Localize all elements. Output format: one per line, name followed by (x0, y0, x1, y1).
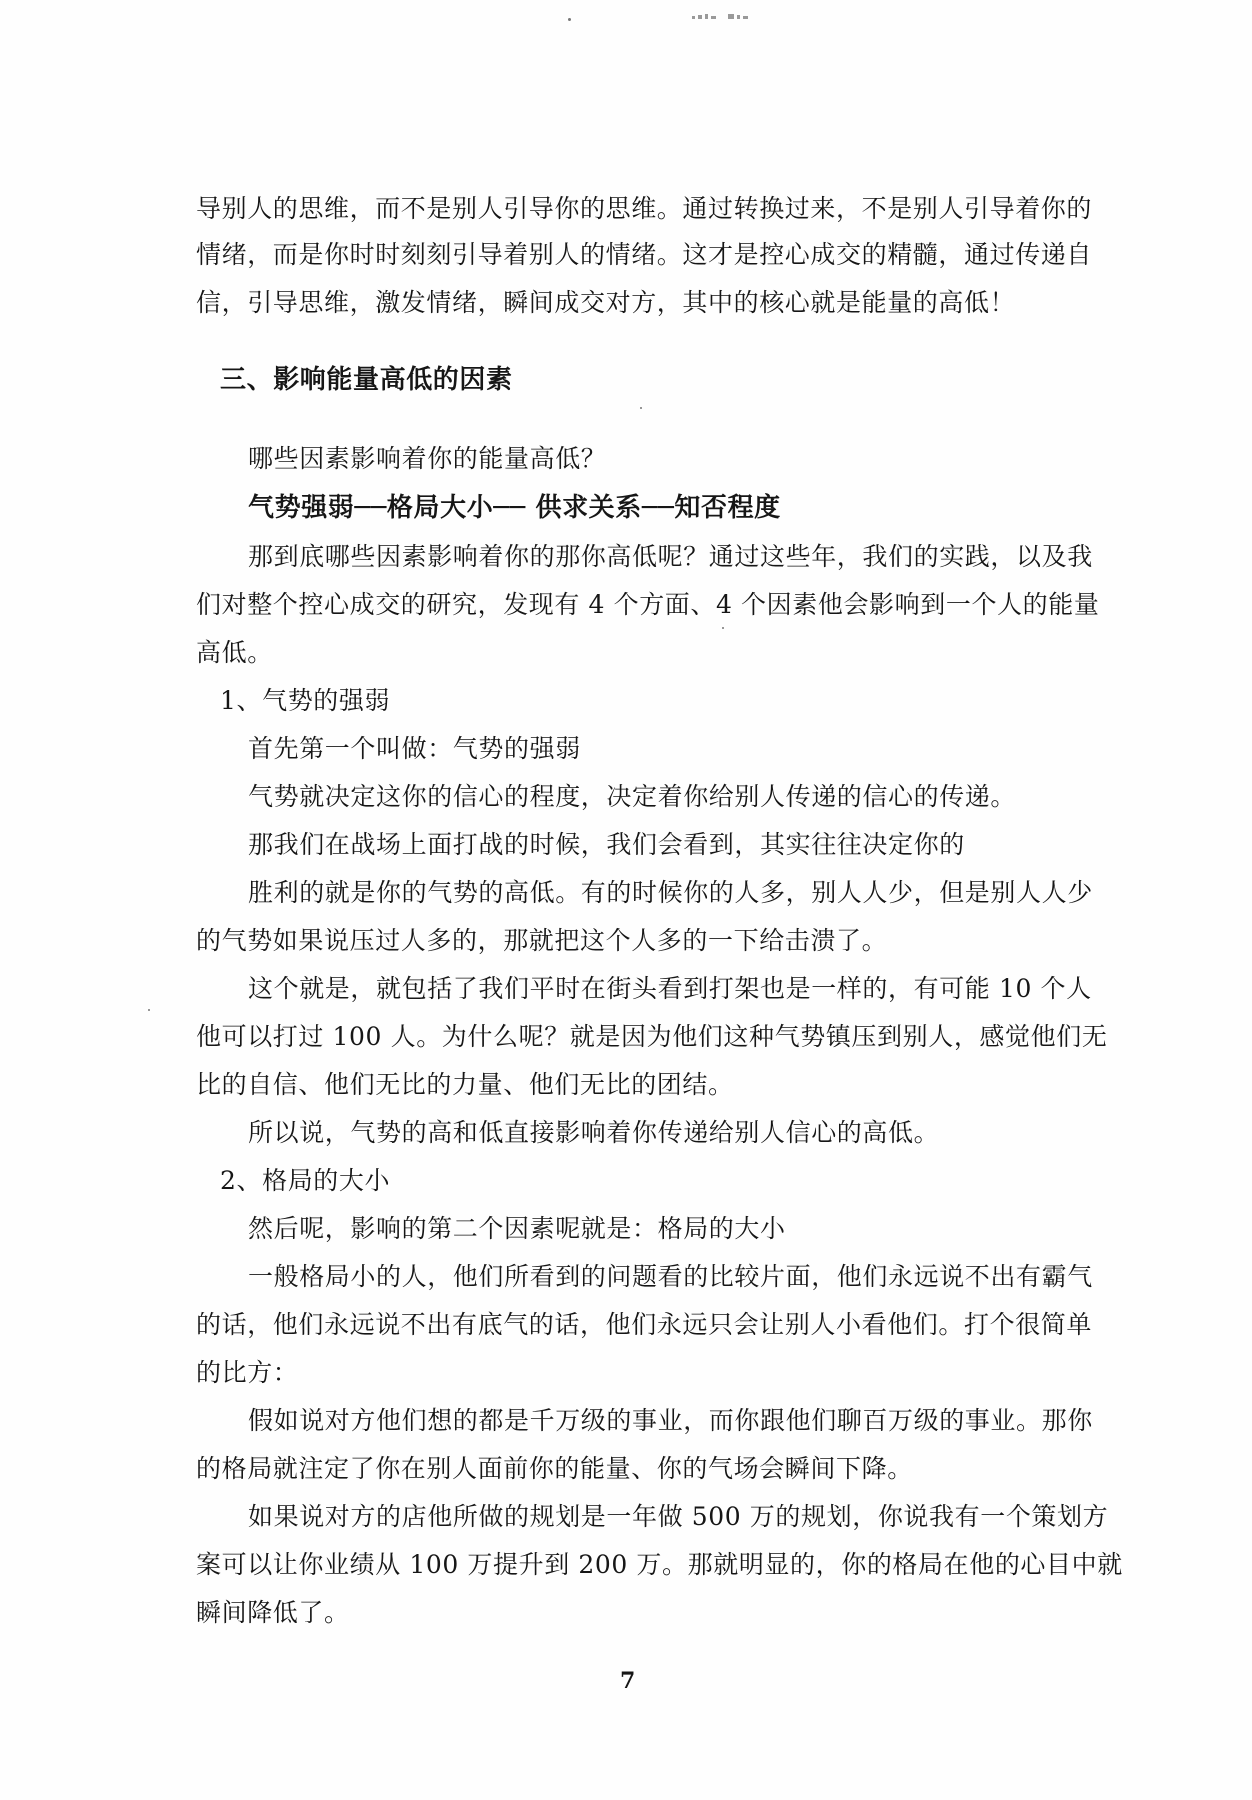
body-text-line: 然后呢，影响的第二个因素呢就是：格局的大小 (248, 1214, 786, 1243)
body-text-line: 的气势如果说压过人多的，那就把这个人多的一下给击溃了。 (196, 926, 888, 955)
body-text-line: 所以说，气势的高和低直接影响着你传递给别人信心的高低。 (248, 1118, 940, 1147)
body-text-line: 如果说对方的店他所做的规划是一年做 500 万的规划，你说我有一个策划方 (248, 1502, 1109, 1531)
body-text-line: 那我们在战场上面打战的时候，我们会看到，其实往往决定你的 (248, 830, 965, 859)
page-number: 7 (620, 1668, 636, 1694)
scan-speck (722, 627, 724, 629)
body-text-line: 那到底哪些因素影响着你的那你高低呢？通过这些年，我们的实践，以及我 (248, 542, 1093, 571)
scan-speck (568, 18, 571, 21)
body-text-line: 首先第一个叫做：气势的强弱 (248, 734, 581, 763)
body-text-line: 气势就决定这你的信心的程度，决定着你给别人传递的信心的传递。 (248, 782, 1017, 811)
factors-line: 气势强弱──格局大小── 供求关系──知否程度 (248, 493, 781, 523)
body-text-line: 案可以让你业绩从 100 万提升到 200 万。那就明显的，你的格局在他的心目中就 (196, 1550, 1123, 1579)
body-text-line: 情绪，而是你时时刻刻引导着别人的情绪。这才是控心成交的精髓，通过传递自 (196, 240, 1093, 269)
item-title: 2、格局的大小 (220, 1166, 391, 1195)
section-heading: 三、影响能量高低的因素 (220, 365, 513, 395)
item-title: 1、气势的强弱 (220, 686, 391, 715)
body-text-line: 假如说对方他们想的都是千万级的事业，而你跟他们聊百万级的事业。那你 (248, 1406, 1093, 1435)
scan-speck (640, 407, 642, 409)
body-text-line: 们对整个控心成交的研究，发现有 4 个方面、4 个因素他会影响到一个人的能量 (196, 590, 1100, 619)
body-text-line: 这个就是，就包括了我们平时在街头看到打架也是一样的，有可能 10 个人 (248, 974, 1092, 1003)
body-text-line: 他可以打过 100 人。为什么呢？就是因为他们这种气势镇压到别人，感觉他们无 (196, 1022, 1108, 1051)
scan-speck (148, 1009, 150, 1011)
body-text-line: 的格局就注定了你在别人面前你的能量、你的气场会瞬间下降。 (196, 1454, 913, 1483)
body-text-line: 的比方： (196, 1358, 299, 1387)
body-text-line: 一般格局小的人，他们所看到的问题看的比较片面，他们永远说不出有霸气 (248, 1262, 1093, 1291)
scan-artifact-mark (690, 10, 760, 24)
body-text-line: 的话，他们永远说不出有底气的话，他们永远只会让别人小看他们。打个很简单 (196, 1310, 1093, 1339)
body-text-line: 信，引导思维，激发情绪，瞬间成交对方，其中的核心就是能量的高低！ (196, 288, 1016, 317)
body-text-line: 比的自信、他们无比的力量、他们无比的团结。 (196, 1070, 734, 1099)
body-text-line: 胜利的就是你的气势的高低。有的时候你的人多，别人人少，但是别人人少 (248, 878, 1093, 907)
body-text-line: 高低。 (196, 638, 273, 667)
body-text-line: 瞬间降低了。 (196, 1598, 350, 1627)
question-line: 哪些因素影响着你的能量高低？ (248, 444, 607, 473)
body-text-line: 导别人的思维，而不是别人引导你的思维。通过转换过来，不是别人引导着你的 (196, 194, 1093, 223)
